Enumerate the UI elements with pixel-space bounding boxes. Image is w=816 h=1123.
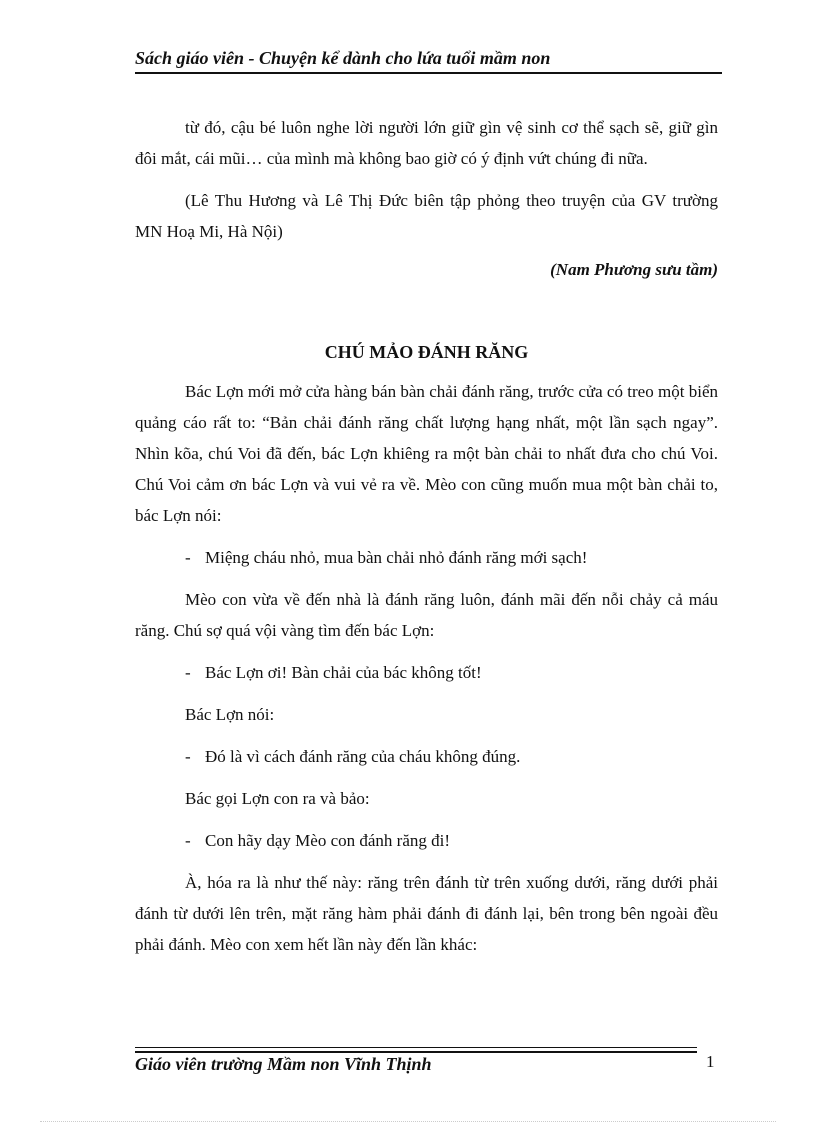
paragraph: Bác Lợn mới mở cửa hàng bán bàn chải đánh răng, trước cửa có treo một biển quảng cáo rất to: “Bản chải đánh răng chất lượng hạng nhất, một lần sạch ngay”. Nhìn kõa, chú Voi đã đến, bác Lợn khiêng ra một bàn chải to nhất đưa cho chú Voi. Chú Voi cảm ơn bác Lợn và vui vẻ ra về. Mèo con cũng muốn mua một bàn chải to, bác Lợn nói:	[135, 382, 718, 525]
running-header: Sách giáo viên - Chuyện kể dành cho lứa tuổi mầm non	[135, 48, 551, 68]
paragraph: Bác Lợn nói:	[185, 705, 275, 724]
dialogue-text: Bác Lợn ơi! Bàn chải của bác không tốt!	[205, 663, 482, 682]
attribution: (Lê Thu Hương và Lê Thị Đức biên tập phỏng theo truyện của GV trường MN Hoạ Mi, Hà Nội)	[135, 191, 718, 241]
paragraph: À, hóa ra là như thế này: răng trên đánh từ trên xuống dưới, răng dưới phải đánh từ dưới lên trên, mặt răng hàm phải đánh đi đánh lại, bên trong bên ngoài đều phải đánh. Mèo con xem hết lần này đến lần khác:	[135, 873, 718, 954]
paragraph: Mèo con vừa về đến nhà là đánh răng luôn, đánh mãi đến nỗi chảy cả máu răng. Chú sợ quá vội vàng tìm đến bác Lợn:	[135, 590, 718, 640]
dash-mark: -	[185, 548, 191, 567]
dialogue-text: Miệng cháu nhỏ, mua bàn chải nhỏ đánh răng mới sạch!	[205, 548, 588, 567]
footer-rule	[135, 1051, 697, 1053]
header-rule	[135, 72, 722, 74]
paragraph: từ đó, cậu bé luôn nghe lời người lớn giữ gìn vệ sinh cơ thể sạch sẽ, giữ gìn đôi mắt, cái mũi… của mình mà không bao giờ có ý định vứt chúng đi nữa.	[135, 118, 718, 168]
dialogue-text: Con hãy dạy Mèo con đánh răng đi!	[205, 831, 451, 850]
dialogue-line	[135, 741, 718, 772]
dialogue-line	[135, 825, 718, 856]
collector-credit: (Nam Phương sưu tầm)	[550, 260, 718, 279]
page-edge-rule	[40, 1121, 776, 1122]
dialogue-text: Đó là vì cách đánh răng của cháu không đúng.	[205, 747, 521, 766]
paragraph: Bác gọi Lợn con ra và bảo:	[185, 789, 370, 808]
dash-mark: -	[185, 831, 191, 850]
page-body	[135, 112, 718, 960]
dialogue-line	[135, 542, 718, 573]
dialogue-line	[135, 657, 718, 688]
running-footer: Giáo viên trường Mầm non Vĩnh Thịnh	[135, 1054, 432, 1074]
dash-mark: -	[185, 663, 191, 682]
footer-rule	[135, 1047, 697, 1048]
page-number: 1	[706, 1052, 715, 1071]
dash-mark: -	[185, 747, 191, 766]
story-title: CHÚ MẢO ĐÁNH RĂNG	[324, 342, 529, 362]
